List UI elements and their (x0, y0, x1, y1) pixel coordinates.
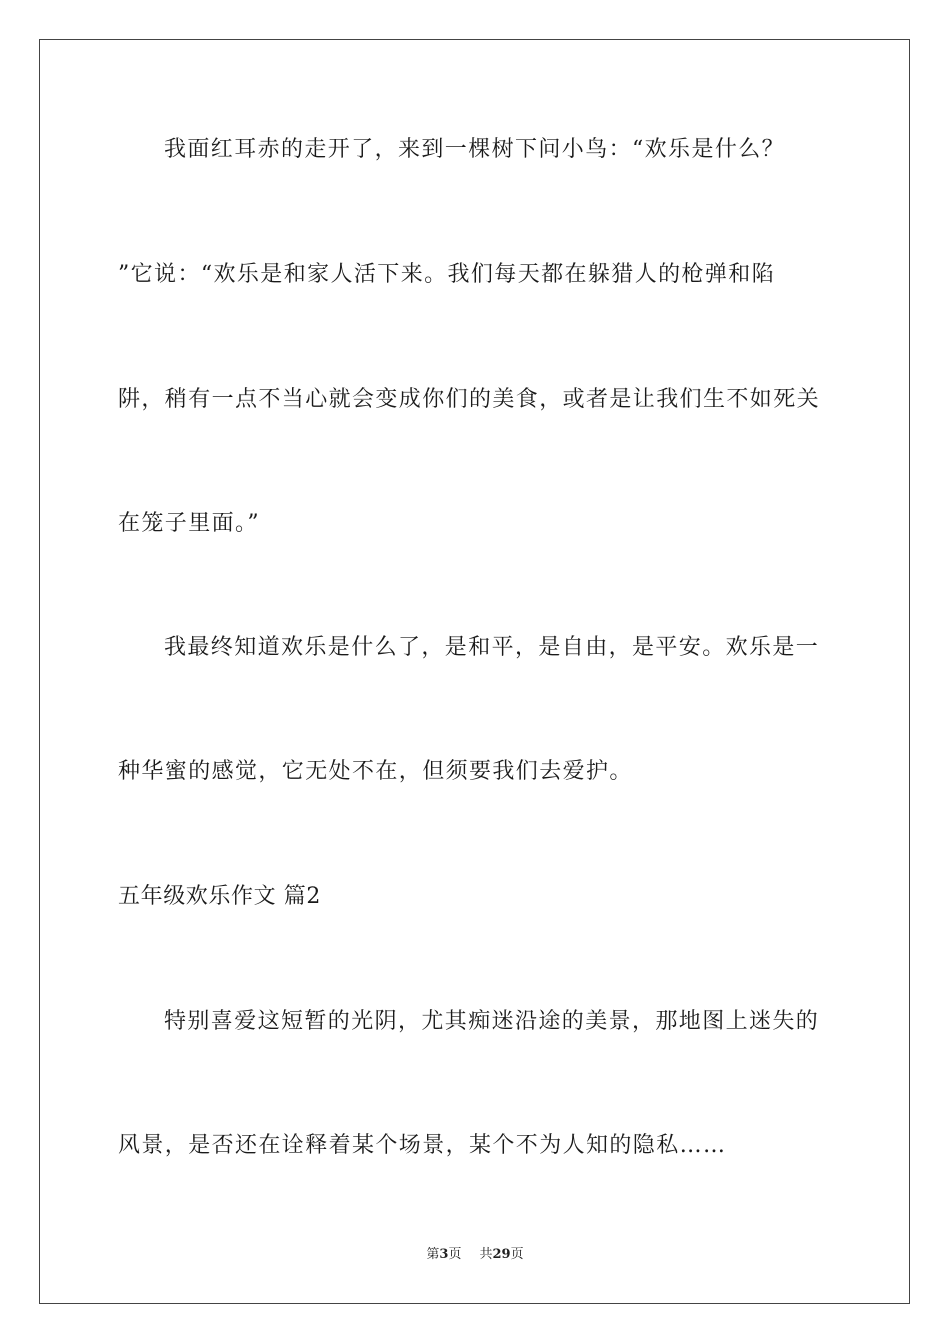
section-heading: 五年级欢乐作文 篇2 (118, 884, 321, 909)
paragraph-line: 特别喜爱这短暂的光阴，尤其痴迷沿途的美景，那地图上迷失的 (164, 1009, 820, 1034)
paragraph-line: ”它说：“欢乐是和家人活下来。我们每天都在躲猎人的枪弹和陷 (118, 262, 776, 287)
paragraph-line: 阱，稍有一点不当心就会变成你们的美食，或者是让我们生不如死关 (118, 387, 821, 412)
page-border (39, 39, 910, 1304)
page-current: 3 (439, 1247, 449, 1262)
total-suffix: 页 (510, 1247, 524, 1262)
paragraph-line: 风景，是否还在诠释着某个场景，某个不为人知的隐私…… (118, 1133, 727, 1158)
page-footer (0, 1247, 950, 1263)
page-prefix: 第 (426, 1247, 440, 1262)
paragraph-line: 在笼子里面。” (118, 511, 261, 536)
page-suffix: 页 (448, 1247, 462, 1262)
paragraph-line: 我面红耳赤的走开了，来到一棵树下问小鸟：“欢乐是什么？ (164, 137, 786, 162)
page-total: 29 (492, 1247, 511, 1262)
total-prefix: 共 (479, 1247, 493, 1262)
paragraph-line: 种华蜜的感觉，它无处不在，但须要我们去爱护。 (118, 759, 633, 784)
paragraph-line: 我最终知道欢乐是什么了，是和平，是自由，是平安。欢乐是一 (164, 635, 820, 660)
